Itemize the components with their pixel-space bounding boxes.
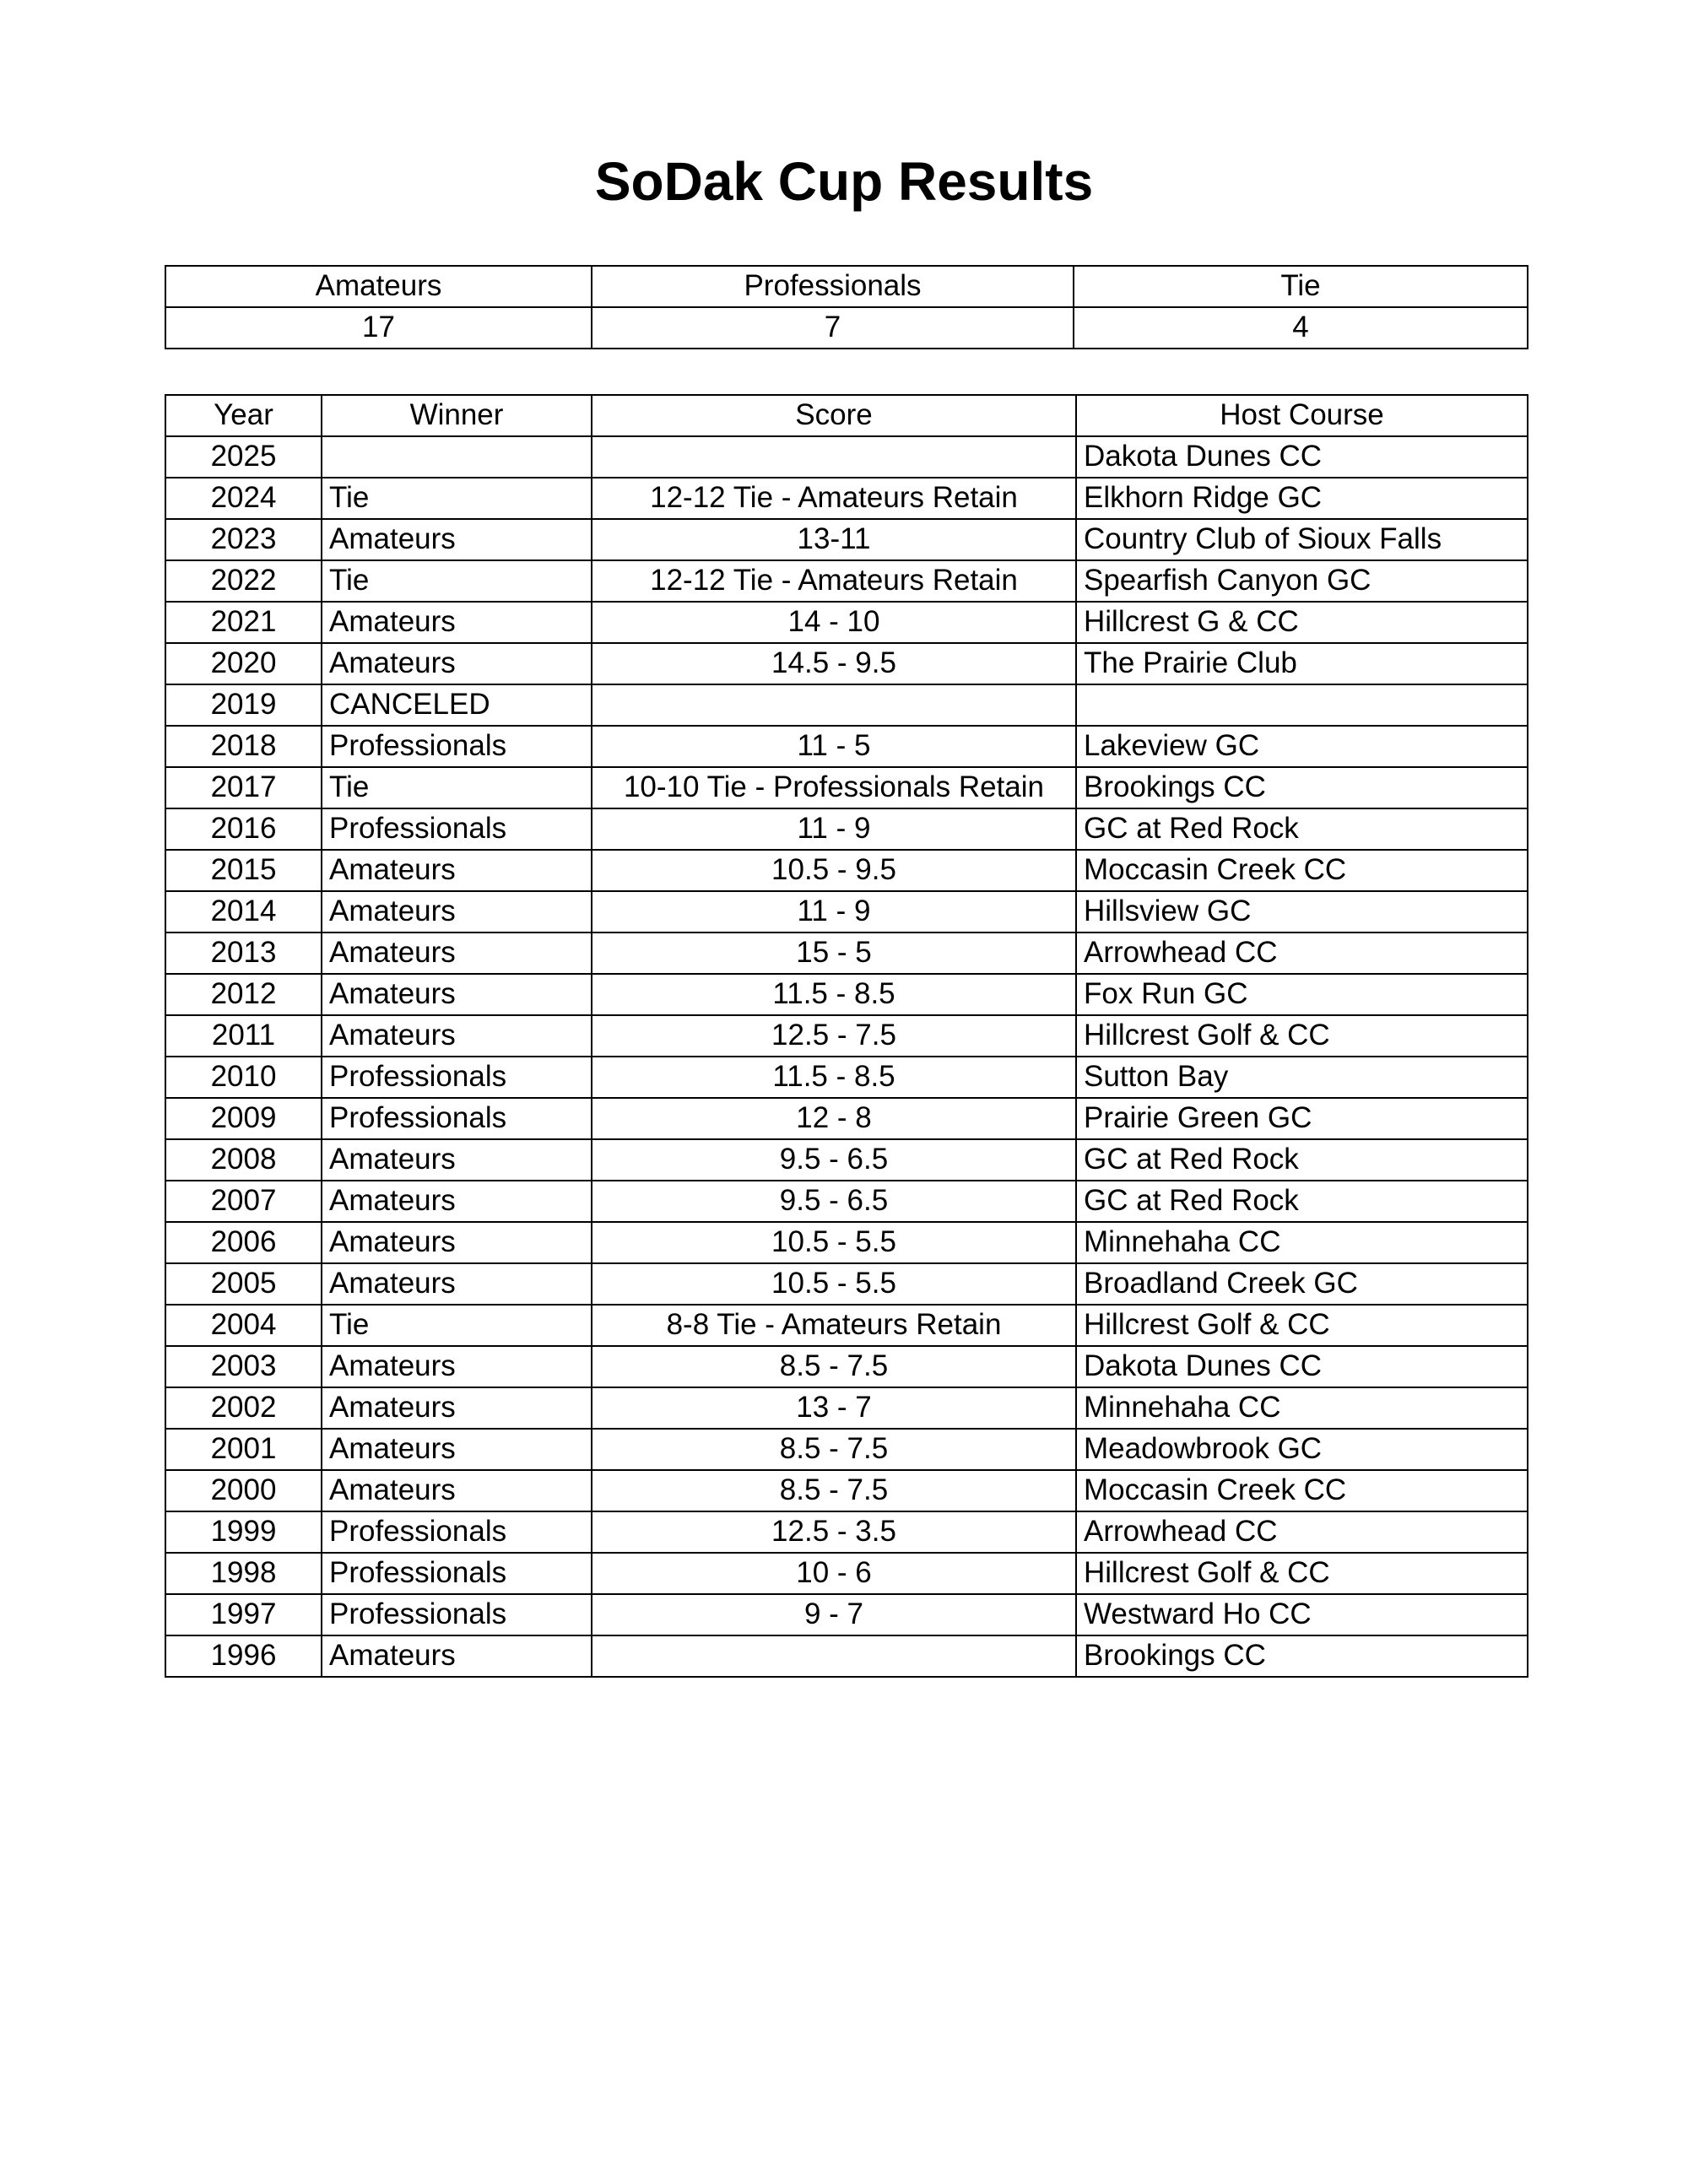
host-course-cell: Dakota Dunes CC [1076,436,1528,478]
winner-cell: Tie [322,560,592,602]
host-course-cell: Westward Ho CC [1076,1594,1528,1635]
host-course-cell: GC at Red Rock [1076,808,1528,850]
score-cell [592,1635,1076,1677]
host-course-cell: Prairie Green GC [1076,1098,1528,1139]
host-course-cell: GC at Red Rock [1076,1139,1528,1181]
results-header-row [165,395,1528,436]
results-row [165,478,1528,519]
year-cell: 2009 [165,1098,322,1139]
score-cell: 13 - 7 [592,1387,1076,1429]
year-cell: 2020 [165,643,322,684]
host-course-cell: Spearfish Canyon GC [1076,560,1528,602]
results-row [165,1181,1528,1222]
winner-cell: Amateurs [322,850,592,891]
host-course-cell: Arrowhead CC [1076,933,1528,974]
year-cell: 2008 [165,1139,322,1181]
host-course-cell: GC at Red Rock [1076,1181,1528,1222]
year-cell: 2002 [165,1387,322,1429]
year-cell: 1997 [165,1594,322,1635]
results-row [165,560,1528,602]
score-cell: 12.5 - 7.5 [592,1015,1076,1057]
results-header-cell: Year [165,395,322,436]
winner-cell: Amateurs [322,1346,592,1387]
winner-cell: Tie [322,1305,592,1346]
host-course-cell: Meadowbrook GC [1076,1429,1528,1470]
score-cell: 12.5 - 3.5 [592,1511,1076,1553]
host-course-cell: Moccasin Creek CC [1076,850,1528,891]
year-cell: 2024 [165,478,322,519]
results-row [165,602,1528,643]
winner-cell: Professionals [322,1057,592,1098]
winner-cell: Professionals [322,1511,592,1553]
winner-cell: Amateurs [322,1470,592,1511]
score-cell: 11 - 9 [592,808,1076,850]
winner-cell: Amateurs [322,1387,592,1429]
score-cell: 10.5 - 5.5 [592,1222,1076,1263]
score-cell: 10-10 Tie - Professionals Retain [592,767,1076,808]
results-row [165,850,1528,891]
year-cell: 2022 [165,560,322,602]
results-row [165,436,1528,478]
year-cell: 2019 [165,684,322,726]
winner-cell: Amateurs [322,1139,592,1181]
score-cell: 8.5 - 7.5 [592,1346,1076,1387]
winner-cell: Amateurs [322,643,592,684]
year-cell: 1999 [165,1511,322,1553]
year-cell: 2005 [165,1263,322,1305]
score-cell: 9.5 - 6.5 [592,1139,1076,1181]
year-cell: 2015 [165,850,322,891]
results-row [165,1015,1528,1057]
winner-cell: Tie [322,767,592,808]
score-cell: 9 - 7 [592,1594,1076,1635]
summary-header-row [165,266,1528,307]
score-cell: 15 - 5 [592,933,1076,974]
summary-header-cell: Amateurs [165,266,592,307]
results-row [165,891,1528,933]
results-header-cell: Host Course [1076,395,1528,436]
host-course-cell: Fox Run GC [1076,974,1528,1015]
summary-value-cell: 4 [1074,307,1528,349]
winner-cell: Amateurs [322,519,592,560]
host-course-cell: Dakota Dunes CC [1076,1346,1528,1387]
results-row [165,643,1528,684]
results-row [165,1346,1528,1387]
page-title: SoDak Cup Results [594,151,1094,212]
results-row [165,1594,1528,1635]
year-cell: 1996 [165,1635,322,1677]
year-cell: 2003 [165,1346,322,1387]
host-course-cell: Brookings CC [1076,767,1528,808]
score-cell: 11.5 - 8.5 [592,974,1076,1015]
host-course-cell: Arrowhead CC [1076,1511,1528,1553]
winner-cell: Amateurs [322,1429,592,1470]
host-course-cell: Moccasin Creek CC [1076,1470,1528,1511]
score-cell: 11 - 9 [592,891,1076,933]
results-row [165,933,1528,974]
summary-values-row [165,307,1528,349]
year-cell: 2012 [165,974,322,1015]
winner-cell: Professionals [322,808,592,850]
year-cell: 2016 [165,808,322,850]
results-row [165,1511,1528,1553]
score-cell: 11.5 - 8.5 [592,1057,1076,1098]
year-cell: 2007 [165,1181,322,1222]
score-cell: 14.5 - 9.5 [592,643,1076,684]
year-cell: 2018 [165,726,322,767]
results-row [165,1470,1528,1511]
results-row [165,1098,1528,1139]
host-course-cell: Hillcrest G & CC [1076,602,1528,643]
results-header-cell: Score [592,395,1076,436]
score-cell: 12-12 Tie - Amateurs Retain [592,478,1076,519]
results-row [165,1387,1528,1429]
host-course-cell: Broadland Creek GC [1076,1263,1528,1305]
results-row [165,726,1528,767]
winner-cell: Amateurs [322,1263,592,1305]
results-row [165,1553,1528,1594]
score-cell: 10 - 6 [592,1553,1076,1594]
year-cell: 2011 [165,1015,322,1057]
winner-cell: Amateurs [322,1222,592,1263]
score-cell: 13-11 [592,519,1076,560]
year-cell: 2000 [165,1470,322,1511]
results-row [165,767,1528,808]
winner-cell: Amateurs [322,1015,592,1057]
score-cell: 9.5 - 6.5 [592,1181,1076,1222]
summary-value-cell: 7 [592,307,1074,349]
results-row [165,1057,1528,1098]
host-course-cell: Elkhorn Ridge GC [1076,478,1528,519]
results-row [165,1263,1528,1305]
host-course-cell: Hillcrest Golf & CC [1076,1305,1528,1346]
summary-header-cell: Professionals [592,266,1074,307]
results-header-cell: Winner [322,395,592,436]
winner-cell: Amateurs [322,974,592,1015]
winner-cell [322,436,592,478]
host-course-cell: Lakeview GC [1076,726,1528,767]
winner-cell: Tie [322,478,592,519]
host-course-cell [1076,684,1528,726]
host-course-cell: Brookings CC [1076,1635,1528,1677]
score-cell: 8.5 - 7.5 [592,1429,1076,1470]
winner-cell: Amateurs [322,891,592,933]
score-cell: 8-8 Tie - Amateurs Retain [592,1305,1076,1346]
results-row [165,1139,1528,1181]
score-cell: 11 - 5 [592,726,1076,767]
winner-cell: Amateurs [322,1181,592,1222]
results-row [165,974,1528,1015]
host-course-cell: Country Club of Sioux Falls [1076,519,1528,560]
year-cell: 1998 [165,1553,322,1594]
score-cell [592,684,1076,726]
score-cell: 8.5 - 7.5 [592,1470,1076,1511]
year-cell: 2006 [165,1222,322,1263]
winner-cell: Amateurs [322,1635,592,1677]
host-course-cell: Hillsview GC [1076,891,1528,933]
results-row [165,519,1528,560]
year-cell: 2013 [165,933,322,974]
winner-cell: Amateurs [322,602,592,643]
winner-cell: Amateurs [322,933,592,974]
host-course-cell: Minnehaha CC [1076,1387,1528,1429]
year-cell: 2010 [165,1057,322,1098]
results-row [165,1635,1528,1677]
score-cell [592,436,1076,478]
winner-cell: CANCELED [322,684,592,726]
host-course-cell: Hillcrest Golf & CC [1076,1015,1528,1057]
summary-table [165,265,1528,349]
host-course-cell: Minnehaha CC [1076,1222,1528,1263]
results-row [165,1429,1528,1470]
results-row [165,1222,1528,1263]
winner-cell: Professionals [322,1098,592,1139]
winner-cell: Professionals [322,1553,592,1594]
results-row [165,1305,1528,1346]
year-cell: 2025 [165,436,322,478]
score-cell: 12 - 8 [592,1098,1076,1139]
host-course-cell: Hillcrest Golf & CC [1076,1553,1528,1594]
host-course-cell: The Prairie Club [1076,643,1528,684]
host-course-cell: Sutton Bay [1076,1057,1528,1098]
year-cell: 2023 [165,519,322,560]
winner-cell: Professionals [322,726,592,767]
summary-header-cell: Tie [1074,266,1528,307]
score-cell: 12-12 Tie - Amateurs Retain [592,560,1076,602]
year-cell: 2021 [165,602,322,643]
year-cell: 2001 [165,1429,322,1470]
year-cell: 2017 [165,767,322,808]
summary-value-cell: 17 [165,307,592,349]
score-cell: 10.5 - 9.5 [592,850,1076,891]
results-row [165,684,1528,726]
results-table [165,394,1528,1678]
score-cell: 14 - 10 [592,602,1076,643]
year-cell: 2014 [165,891,322,933]
year-cell: 2004 [165,1305,322,1346]
winner-cell: Professionals [322,1594,592,1635]
score-cell: 10.5 - 5.5 [592,1263,1076,1305]
results-row [165,808,1528,850]
